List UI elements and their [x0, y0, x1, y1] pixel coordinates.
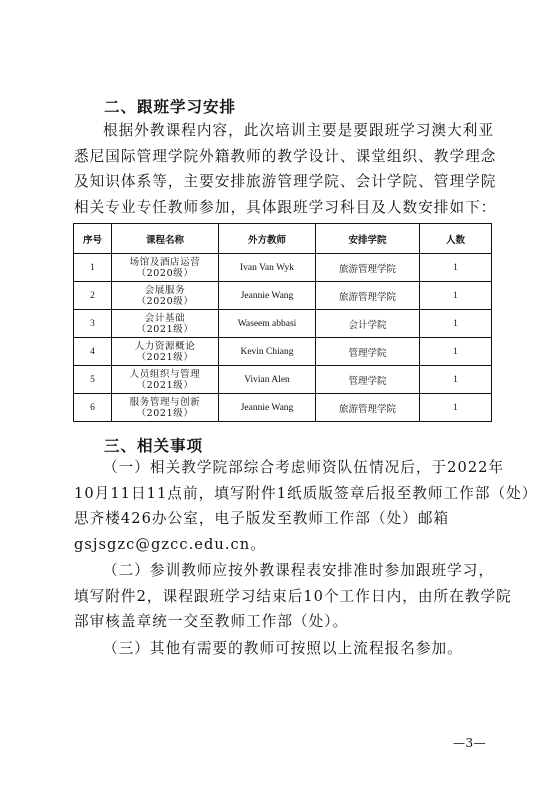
course-grade: （2021级）	[136, 323, 194, 335]
paragraph-line: 根据外教课程内容，此次培训主要是要跟班学习澳大利亚	[103, 122, 495, 139]
header-course: 课程名称	[112, 224, 219, 254]
section-heading-related-matters: 三、相关事项	[104, 437, 204, 455]
cell-teacher: Jeannie Wang	[219, 282, 316, 310]
header-number: 序号	[74, 224, 112, 254]
cell-count: 1	[420, 282, 492, 310]
course-grade: （2021级）	[136, 351, 194, 363]
course-name: 服务管理与创新	[129, 396, 201, 408]
cell-number: 2	[74, 282, 112, 310]
paragraph-line: （三）其他有需要的教师可按照以上流程报名参加。	[103, 640, 463, 657]
cell-school: 旅游管理学院	[316, 394, 420, 422]
cell-school: 会计学院	[316, 310, 420, 338]
paragraph-item-3	[74, 636, 490, 662]
cell-course	[112, 282, 219, 310]
cell-course	[112, 366, 219, 394]
cell-course	[112, 310, 219, 338]
table-row	[74, 338, 492, 366]
cell-number: 4	[74, 338, 112, 366]
table-row	[74, 310, 492, 338]
paragraph-item-1	[74, 455, 538, 557]
paragraph-line: 部审核盖章统一交至教师工作部（处）。	[74, 613, 349, 631]
paragraph-line: 10月11日11点前，填写附件1纸质版签章后报至教师工作部（处）	[74, 484, 538, 502]
paragraph-study-arrangement	[74, 118, 497, 220]
cell-teacher: Waseem abbasi	[219, 310, 316, 338]
header-teacher: 外方教师	[219, 224, 316, 254]
table-row	[74, 366, 492, 394]
cell-number: 1	[74, 254, 112, 282]
cell-school: 管理学院	[316, 338, 420, 366]
paragraph-line: （一）相关教学院部综合考虑师资队伍情况后，于2022年	[103, 459, 505, 476]
table-row	[74, 282, 492, 310]
cell-teacher: Vivian Alen	[219, 366, 316, 394]
cell-teacher: Ivan Van Wyk	[219, 254, 316, 282]
table-row	[74, 394, 492, 422]
page-number: —3—	[453, 736, 487, 750]
header-count: 人数	[420, 224, 492, 254]
cell-teacher: Jeannie Wang	[219, 394, 316, 422]
cell-teacher: Kevin Chiang	[219, 338, 316, 366]
course-grade: （2020级）	[136, 295, 194, 307]
cell-school: 旅游管理学院	[316, 254, 420, 282]
course-name: 会展服务	[144, 284, 186, 296]
course-name: 场馆及酒店运营	[129, 256, 201, 268]
cell-school: 旅游管理学院	[316, 282, 420, 310]
section-heading-study-arrangement: 二、跟班学习安排	[104, 98, 237, 116]
cell-count: 1	[420, 394, 492, 422]
cell-count: 1	[420, 254, 492, 282]
paragraph-line: 及知识体系等，主要安排旅游管理学院、会计学院、管理学院	[74, 173, 497, 191]
cell-count: 1	[420, 366, 492, 394]
cell-number: 6	[74, 394, 112, 422]
course-grade: （2021级）	[136, 379, 194, 391]
table-header-row	[74, 224, 492, 254]
course-name: 会计基础	[144, 312, 186, 324]
paragraph-line: （二）参训教师应按外教课程表安排准时参加跟班学习，	[103, 562, 495, 579]
paragraph-line: 相关专业专任教师参加，具体跟班学习科目及人数安排如下：	[74, 198, 497, 216]
paragraph-line: 思齐楼426办公室，电子版发至教师工作部（处）邮箱	[74, 510, 450, 528]
paragraph-line: 悉尼国际管理学院外籍教师的教学设计、课堂组织、教学理念	[74, 147, 497, 165]
paragraph-line: 填写附件2，课程跟班学习结束后10个工作日内，由所在教学院	[74, 587, 512, 605]
paragraph-item-2	[74, 558, 512, 635]
course-grade: （2020级）	[136, 267, 194, 279]
cell-course	[112, 394, 219, 422]
cell-course	[112, 338, 219, 366]
email-address: gsjsgzc@gzcc.edu.cn。	[74, 535, 266, 553]
cell-school: 管理学院	[316, 366, 420, 394]
course-name: 人员组织与管理	[129, 368, 201, 380]
header-school: 安排学院	[316, 224, 420, 254]
cell-number: 5	[74, 366, 112, 394]
table-row	[74, 254, 492, 282]
cell-count: 1	[420, 310, 492, 338]
course-arrangement-table	[73, 223, 492, 422]
cell-number: 3	[74, 310, 112, 338]
course-name: 人力资源概论	[134, 340, 196, 352]
course-grade: （2021级）	[136, 407, 194, 419]
cell-count: 1	[420, 338, 492, 366]
cell-course	[112, 254, 219, 282]
